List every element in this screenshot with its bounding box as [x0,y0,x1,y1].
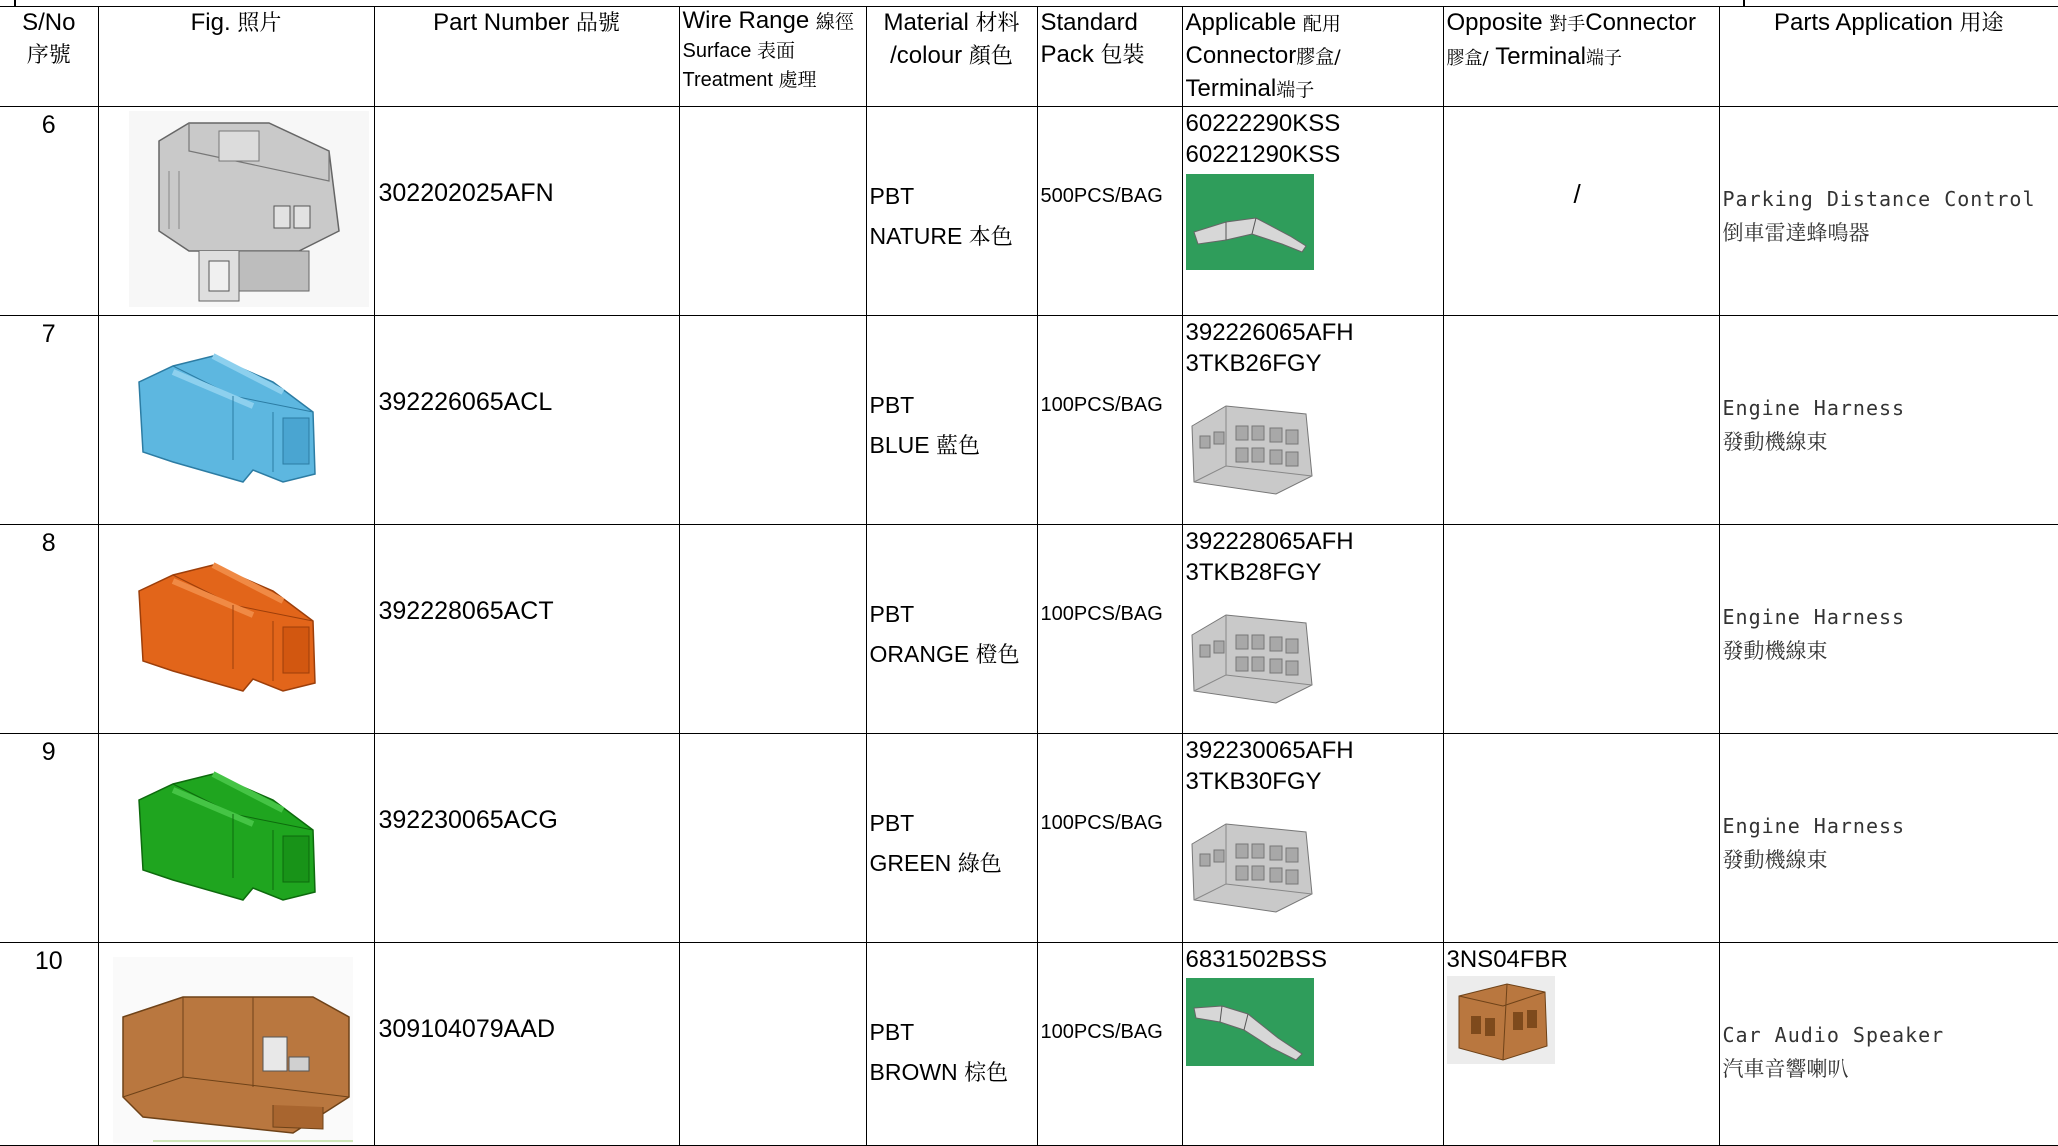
wire-range-cell [679,316,866,525]
blue-connector-image [133,342,323,490]
mating-connector-image [1186,814,1316,914]
applicable-connector-cell [1182,525,1443,734]
header-fig: Fig. 照片 [98,7,374,107]
header-wire-range: Wire Range 線徑 Surface 表面 Treatment 處理 [679,7,866,107]
part-photo-cell [98,943,374,1146]
table-row [0,107,2058,316]
table-header-row [0,7,2058,107]
part-photo-cell [98,734,374,943]
opposite-connector-cell [1443,525,1719,734]
green-connector-image [133,760,323,908]
connector-code: 60222290KSS [1185,110,1341,137]
header-application: Parts Application 用途 [1719,7,2058,107]
material-cell: PBT GREEN 綠色 [866,734,1037,943]
material-cell: PBT ORANGE 橙色 [866,525,1037,734]
part-number-cell: 392226065ACL [374,316,679,525]
row-sn: 7 [0,316,98,525]
part-photo-cell [98,525,374,734]
standard-pack-cell: 100PCS/BAG [1037,943,1182,1146]
header-material: Material 材料 /colour 顏色 [866,7,1037,107]
terminal-image [1186,174,1314,270]
header-applicable: Applicable 配用 Connector膠盒/ Terminal端子 [1182,7,1443,107]
standard-pack-cell: 100PCS/BAG [1037,734,1182,943]
part-number-cell: 302202025AFN [374,107,679,316]
opposite-connector-image [1447,976,1555,1064]
opposite-connector-cell [1443,316,1719,525]
opposite-connector-cell: 3NS04FBR [1443,943,1719,1146]
connector-code: 60221290KSS [1185,141,1341,168]
material-cell: PBT BROWN 棕色 [866,943,1037,1146]
part-number-cell: 392230065ACG [374,734,679,943]
connector-code: 3TKB30FGY [1185,768,1322,795]
application-cell: Parking Distance Control 倒車雷達蜂鳴器 [1719,107,2058,316]
table-row [0,316,2058,525]
material-cell: PBT NATURE 本色 [866,107,1037,316]
parts-spec-table [0,6,2058,1146]
row-sn: 10 [0,943,98,1146]
row-sn: 9 [0,734,98,943]
connector-code: 392226065AFH [1185,319,1354,346]
applicable-connector-cell [1182,107,1443,316]
table-row [0,734,2058,943]
table-row [0,943,2058,1146]
wire-range-cell [679,734,866,943]
connector-code: 3TKB28FGY [1185,559,1322,586]
header-opposite: Opposite 對手Connector 膠盒/ Terminal端子 [1443,7,1719,107]
applicable-connector-cell [1182,943,1443,1146]
part-number-cell: 392228065ACT [374,525,679,734]
connector-code: 6831502BSS [1185,946,1327,973]
standard-pack-cell: 500PCS/BAG [1037,107,1182,316]
standard-pack-cell: 100PCS/BAG [1037,525,1182,734]
wire-range-cell [679,525,866,734]
row-sn: 8 [0,525,98,734]
row-sn: 6 [0,107,98,316]
connector-code: 392230065AFH [1185,737,1354,764]
part-number-cell: 309104079AAD [374,943,679,1146]
application-cell: Engine Harness 發動機線束 [1719,525,2058,734]
standard-pack-cell: 100PCS/BAG [1037,316,1182,525]
application-cell: Engine Harness 發動機線束 [1719,316,2058,525]
connector-code: 392228065AFH [1185,528,1354,555]
applicable-connector-cell [1182,316,1443,525]
mating-connector-image [1186,396,1316,496]
part-photo-cell [98,316,374,525]
brown-connector-image [113,957,353,1143]
wire-range-cell [679,107,866,316]
table-row [0,525,2058,734]
applicable-connector-cell [1182,734,1443,943]
part-photo-cell [98,107,374,316]
material-cell: PBT BLUE 藍色 [866,316,1037,525]
application-cell: Engine Harness 發動機線束 [1719,734,2058,943]
terminal-image [1186,978,1314,1066]
opposite-connector-cell: / [1443,107,1719,316]
mating-connector-image [1186,605,1316,705]
header-standard-pack: Standard Pack 包裝 [1037,7,1182,107]
header-sn: S/No 序號 [0,7,98,107]
header-part-number: Part Number 品號 [374,7,679,107]
orange-connector-image [133,551,323,699]
opposite-connector-cell [1443,734,1719,943]
connector-code: 3TKB26FGY [1185,350,1322,377]
wire-range-cell [679,943,866,1146]
natural-connector-image [129,111,369,307]
application-cell: Car Audio Speaker 汽車音響喇叭 [1719,943,2058,1146]
